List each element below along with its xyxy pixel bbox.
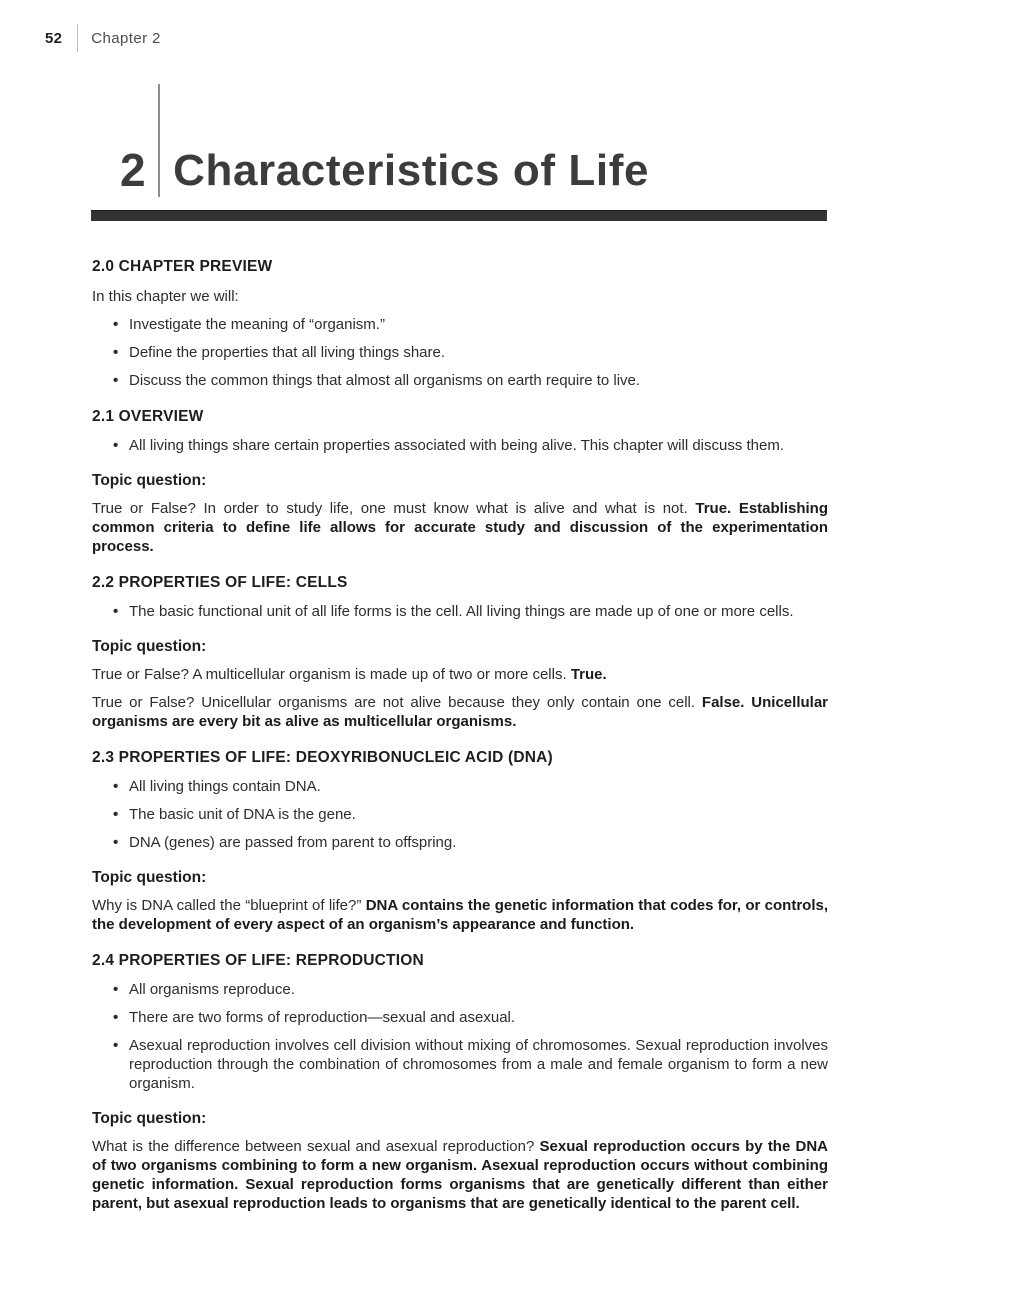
list-item: • The basic functional unit of all life forms is the cell. All living things are made up of one or more cells.	[92, 602, 828, 621]
question-text: True or False? Unicellular organisms are not alive because they only contain one cell.	[92, 694, 696, 711]
section-heading: 2.0 CHAPTER PREVIEW	[92, 258, 273, 275]
section-heading: 2.3 PROPERTIES OF LIFE: DEOXYRIBONUCLEIC ACID (DNA)	[92, 749, 553, 766]
list-item: • Discuss the common things that almost all organisms on earth require to live.	[92, 371, 828, 390]
list-item: • DNA (genes) are passed from parent to offspring.	[92, 833, 828, 852]
list-item: • All living things share certain properties associated with being alive. This chapter will discuss them.	[92, 436, 828, 455]
list-item: • All organisms reproduce.	[92, 980, 828, 999]
section-2-3	[92, 748, 828, 934]
topic-question-label: Topic question:	[92, 638, 207, 655]
question-text: True or False? In order to study life, one must know what is alive and what is not.	[92, 500, 688, 517]
section-heading: 2.1 OVERVIEW	[92, 408, 204, 425]
page-content	[92, 257, 828, 1213]
section-2-2	[92, 573, 828, 731]
list-item: • Asexual reproduction involves cell division without mixing of chromosomes. Sexual reproduction involves reproduction through the combination of chromosomes from a male and female organism to form a new organism.	[92, 1036, 828, 1093]
section-2-4	[92, 951, 828, 1213]
section-2-0	[92, 257, 828, 390]
chapter-title-block	[120, 84, 1024, 197]
header-divider	[77, 24, 78, 52]
answer-text: Sexual reproduction occurs by the DNA of two organisms combining to form a new organism. Asexual reproduction occurs without combining genetic information. Sexual reproduction forms organisms that are genetically different than either parent, but asexual reproduction leads to organisms that are genetically identical to the parent cell.	[92, 1138, 828, 1212]
section-2-1	[92, 407, 828, 556]
chapter-number: 2	[120, 144, 147, 196]
running-header	[0, 0, 1024, 50]
topic-question-text	[92, 1137, 828, 1213]
chapter-title: Characteristics of Life	[173, 146, 650, 195]
list-item: • Define the properties that all living things share.	[92, 343, 828, 362]
running-chapter-label: Chapter 2	[91, 29, 161, 47]
topic-question-label: Topic question:	[92, 1110, 207, 1127]
topic-question-text	[92, 896, 828, 934]
section-heading: 2.2 PROPERTIES OF LIFE: CELLS	[92, 574, 348, 591]
topic-question-label: Topic question:	[92, 869, 207, 886]
list-item: • The basic unit of DNA is the gene.	[92, 805, 828, 824]
question-text: What is the difference between sexual and asexual reproduction?	[92, 1138, 535, 1155]
page-number: 52	[45, 29, 63, 47]
section-heading: 2.4 PROPERTIES OF LIFE: REPRODUCTION	[92, 952, 424, 969]
answer-text: True.	[570, 666, 607, 683]
question-text: Why is DNA called the “blueprint of life?”	[92, 897, 362, 914]
answer-text: True. Establishing common criteria to define life allows for accurate study and discussion of the experimentation process.	[92, 500, 829, 555]
list-item: • There are two forms of reproduction—sexual and asexual.	[92, 1008, 828, 1027]
chapter-title-bar	[91, 210, 827, 221]
topic-question-text	[92, 693, 828, 731]
section-intro: In this chapter we will:	[92, 288, 239, 305]
topic-question-text	[92, 499, 828, 556]
topic-question-text	[92, 665, 828, 684]
answer-text: False. Unicellular organisms are every bit as alive as multicellular organisms.	[92, 694, 828, 730]
list-item: • All living things contain DNA.	[92, 777, 828, 796]
topic-question-label: Topic question:	[92, 472, 207, 489]
question-text: True or False? A multicellular organism is made up of two or more cells.	[92, 666, 567, 683]
list-item: • Investigate the meaning of “organism.”	[92, 315, 828, 334]
answer-text: DNA contains the genetic information that codes for, or controls, the development of every aspect of an organism’s appearance and function.	[92, 897, 829, 933]
